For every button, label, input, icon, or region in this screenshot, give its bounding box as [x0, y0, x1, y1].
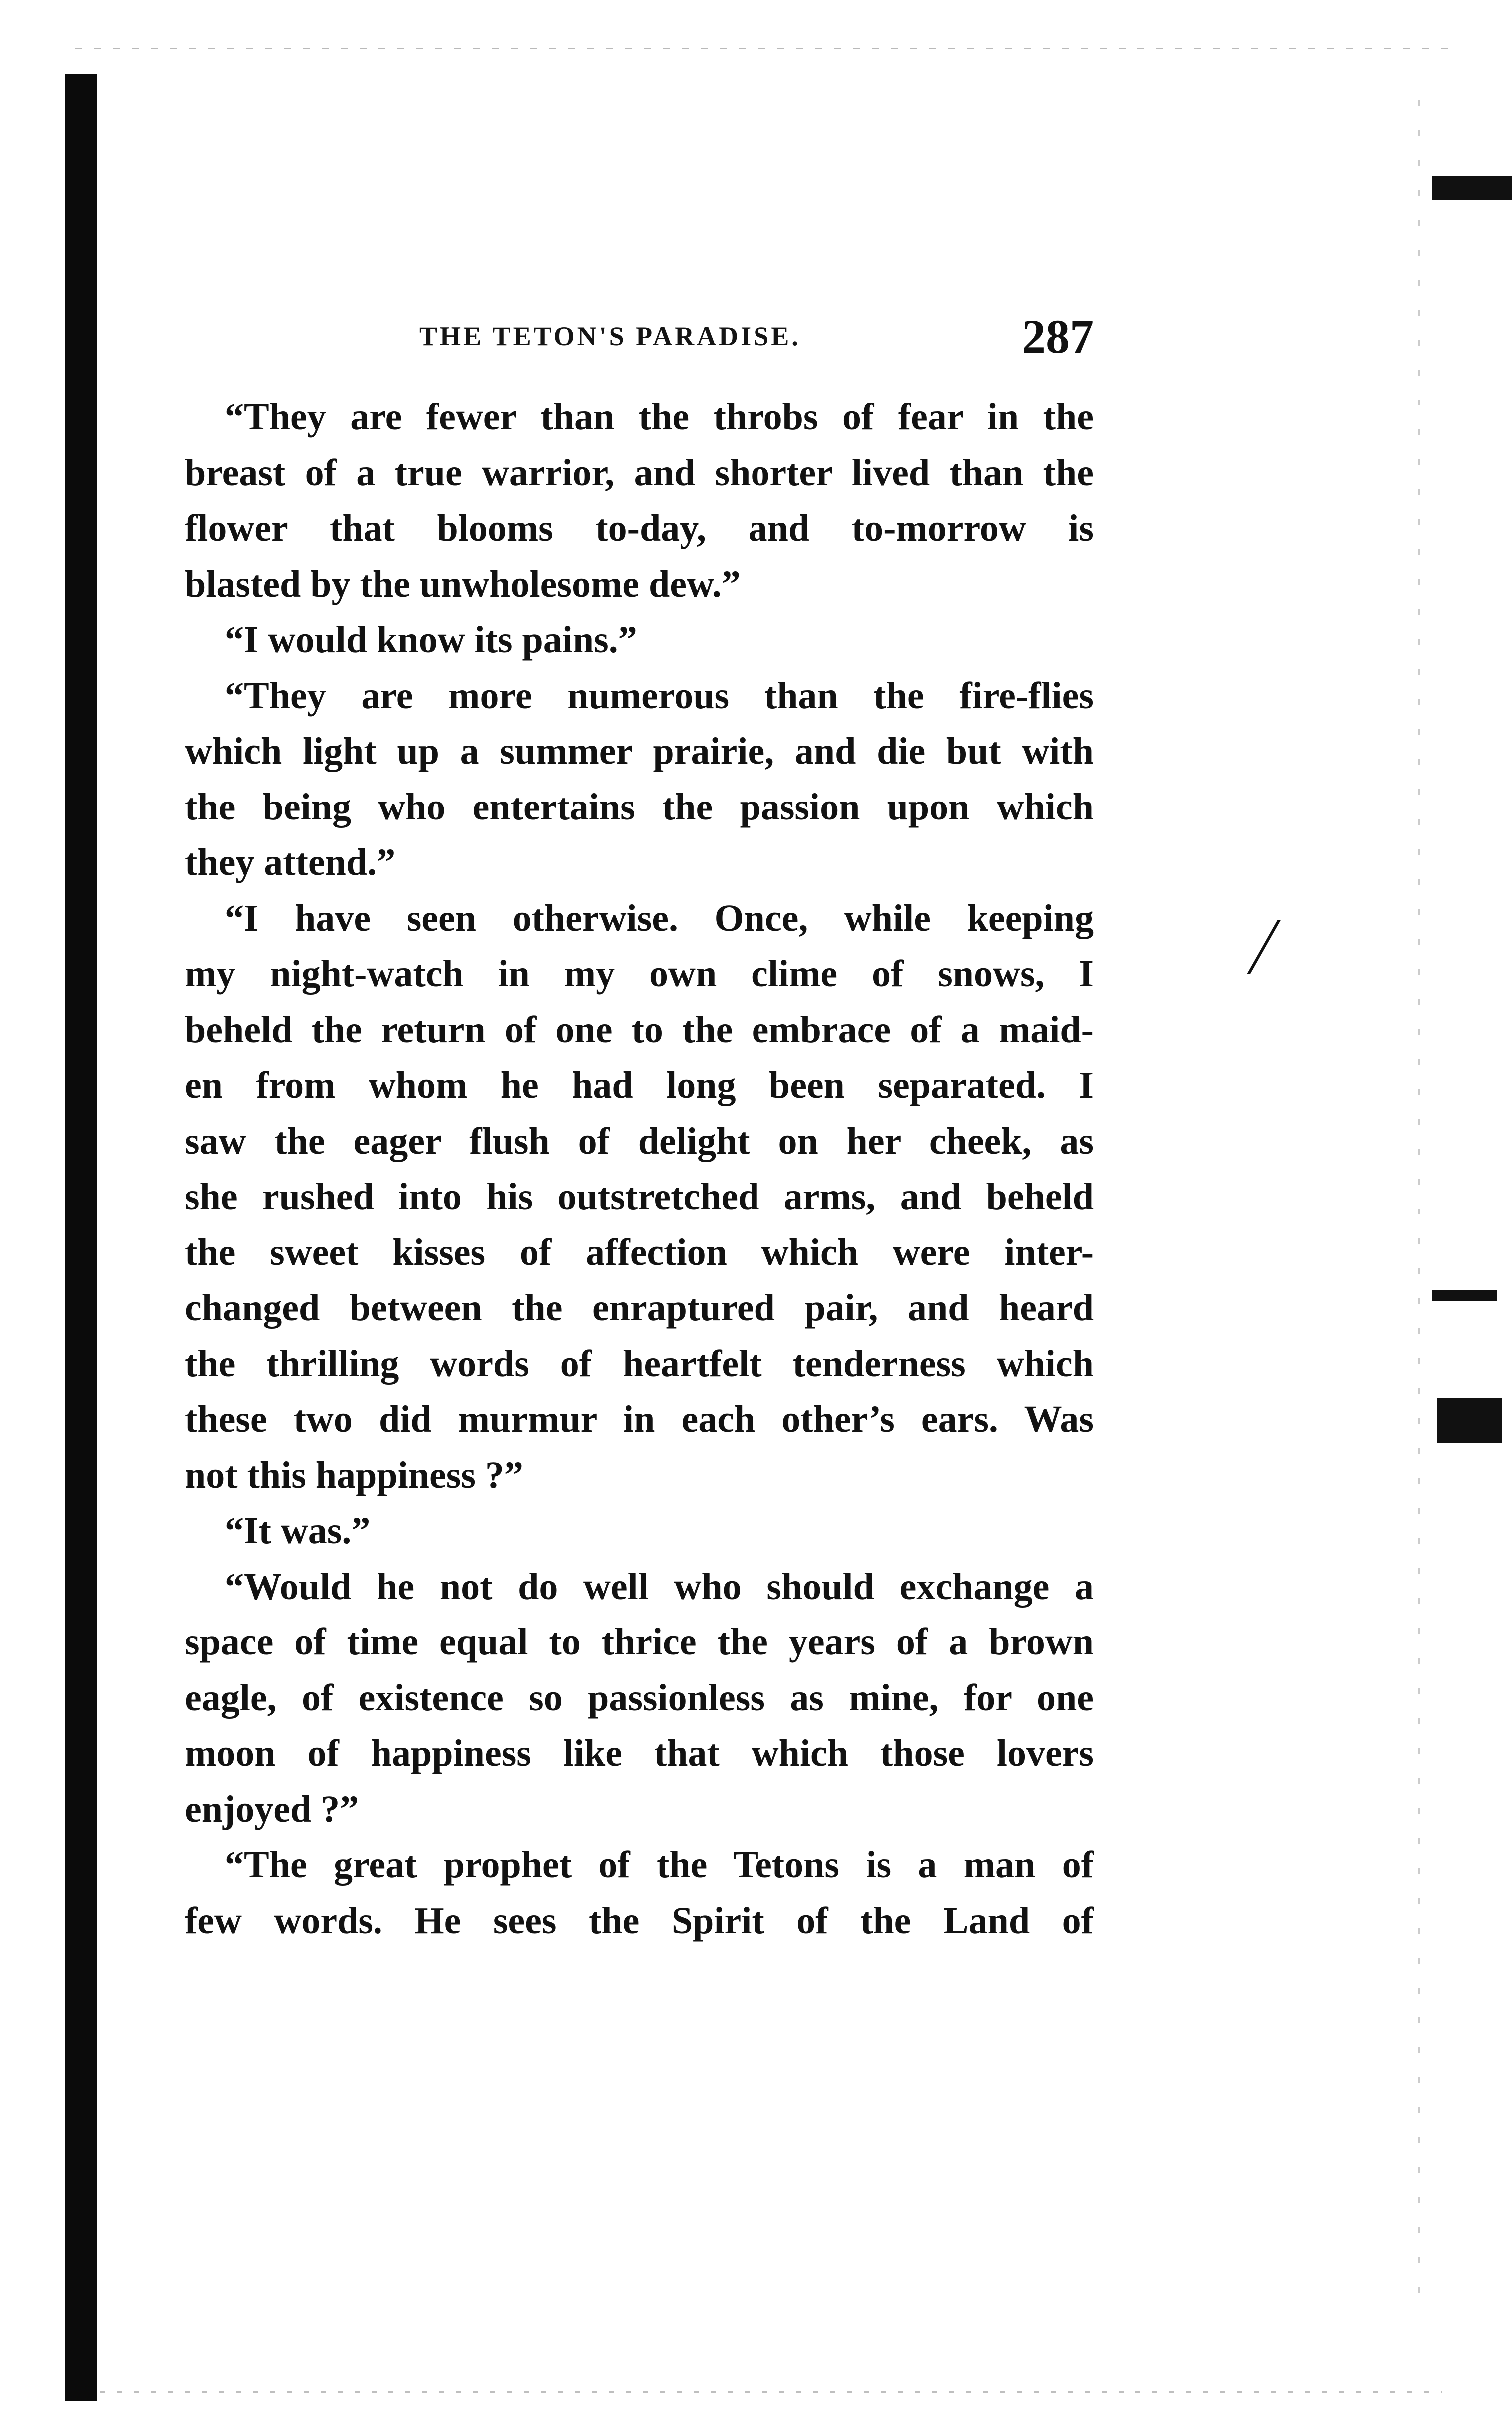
text-line: “I have seen otherwise. Once, while keeping [225, 897, 1094, 939]
text-line: the thrilling words of heartfelt tenderness which [185, 1342, 1094, 1385]
text-line: “Would he not do well who should exchange a [225, 1565, 1094, 1608]
text-line: flower that blooms to-day, and to-morrow is [185, 507, 1094, 549]
text-line: enjoyed ?” [185, 1788, 359, 1830]
text-line: they attend.” [185, 841, 396, 883]
page-bottom-edge [100, 2391, 1442, 2393]
body-text [185, 390, 1094, 1949]
text-line: these two did murmur in each other’s ears. Was [185, 1398, 1094, 1440]
text-line: moon of happiness like that which those lovers [185, 1732, 1094, 1774]
text-line: few words. He sees the Spirit of the Land of [185, 1899, 1094, 1942]
text-line: “The great prophet of the Tetons is a man of [225, 1844, 1094, 1886]
text-line: not this happiness ?” [185, 1454, 523, 1496]
text-line: “It was.” [225, 1510, 371, 1552]
text-line: which light up a summer prairie, and die but with [185, 730, 1094, 772]
page-right-edge [1418, 100, 1420, 2317]
text-line: the being who entertains the passion upon which [185, 786, 1094, 828]
text-line: breast of a true warrior, and shorter lived than the [185, 451, 1094, 494]
page-header [185, 309, 1094, 369]
page-number: 287 [1022, 310, 1094, 363]
text-line: “They are fewer than the throbs of fear in the [225, 396, 1094, 438]
text-line: the sweet kisses of affection which were inter- [185, 1231, 1094, 1273]
page-top-edge [75, 48, 1452, 49]
text-line: “They are more numerous than the fire-flies [225, 674, 1094, 717]
text-line: beheld the return of one to the embrace of a maid- [185, 1008, 1094, 1051]
ink-mark: ⧸ [1248, 915, 1269, 981]
text-line: changed between the enraptured pair, and heard [185, 1287, 1094, 1329]
text-line: my night-watch in my own clime of snows, I [185, 953, 1094, 995]
text-line: she rushed into his outstretched arms, and beheld [185, 1176, 1094, 1217]
text-line: “I would know its pains.” [225, 619, 637, 661]
text-line: blasted by the unwholesome dew.” [185, 563, 741, 605]
edge-mark [1432, 176, 1512, 200]
text-line: eagle, of existence so passionless as mine, for one [185, 1676, 1094, 1719]
text-line: en from whom he had long been separated. I [185, 1064, 1094, 1106]
running-head: THE TETON'S PARADISE. [419, 321, 801, 351]
text-line: space of time equal to thrice the years of a brown [185, 1621, 1094, 1663]
text-line: saw the eager flush of delight on her cheek, as [185, 1120, 1094, 1162]
edge-mark [1432, 1290, 1497, 1301]
edge-mark [1437, 1398, 1502, 1443]
page-binding-shadow [65, 74, 97, 2401]
